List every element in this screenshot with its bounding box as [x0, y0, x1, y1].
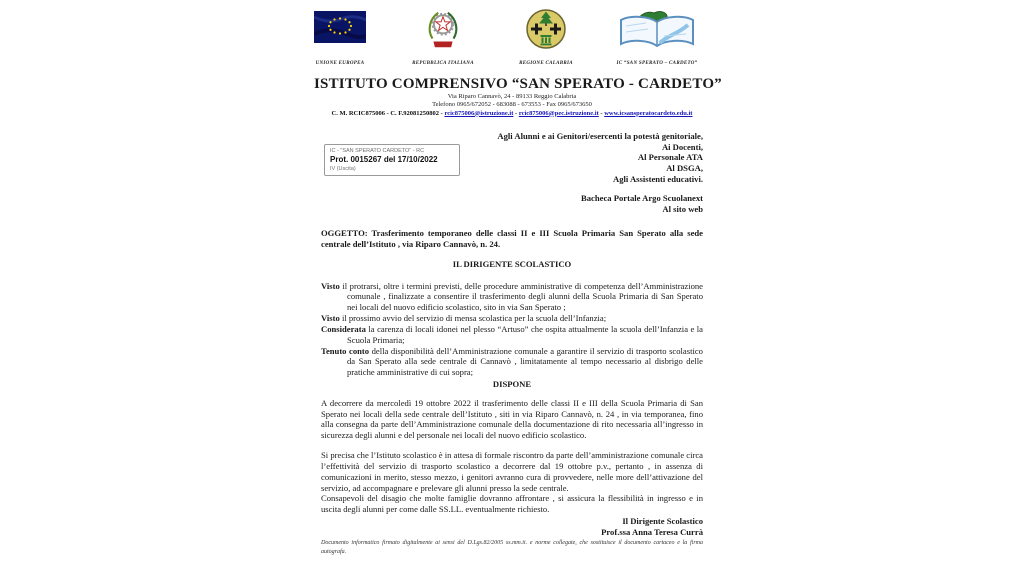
eu-flag-caption: UNIONE EUROPEA	[315, 61, 365, 66]
link-separator: -	[513, 109, 519, 117]
link-separator: -	[598, 109, 605, 117]
premise-paragraph	[321, 313, 703, 324]
institute-address: Via Riparo Cannavò, 24 - 89133 Reggio Calabria	[447, 92, 577, 100]
premise-paragraph	[321, 346, 703, 378]
official-document	[314, 0, 722, 556]
premise-text: il prossimo avvio del servizio di mensa scolastica per la scuola dell’Infanzia;	[341, 313, 607, 324]
document-body	[314, 228, 710, 556]
italian-republic-caption: REPUBBLICA ITALIANA	[412, 61, 474, 66]
eu-flag-icon	[314, 11, 366, 43]
recipient-line: Al Personale ATA	[637, 152, 703, 163]
recipient-line: Agli Assistenti educativi.	[613, 173, 703, 184]
italian-republic-emblem-icon	[426, 8, 460, 52]
regione-calabria-caption: REGIONE CALABRIA	[519, 61, 573, 66]
regione-calabria-emblem-icon	[526, 8, 566, 50]
digital-signature-note: Documento informatico firmato digitalmente ai sensi del D.Lgs.82/2005 ss.mm.ii. e norme collegate, che sostituisce il documento cartaceo e la firma autografa.	[321, 540, 703, 555]
premises-section	[321, 281, 703, 378]
premise-text: della disponibilità dell’Amministrazione comunale a garantire il servizio di trasporto scolastico da San Sperato alla sede centrale di Cannavò , limitatamente al tempo necessario al disbrigo delle pratiche amministrative di cui sopra;	[347, 345, 703, 378]
dispone-heading: DISPONE	[492, 379, 532, 389]
codes-prefix: C. M. RCIC875006 - C. F.92081250802 -	[331, 109, 445, 117]
protocol-and-recipients	[314, 131, 710, 215]
pec-email-link[interactable]: rcic875006@pec.istruzione.it	[518, 109, 599, 117]
premise-lead: Tenuto conto	[321, 345, 370, 356]
stamp-category: IV (Uscita)	[330, 165, 356, 172]
stamp-protocol-number: Prot. 0015267 del 17/10/2022	[330, 155, 438, 165]
premise-paragraph	[321, 281, 703, 313]
body-paragraph: A decorrere da mercoledì 19 ottobre 2022 il trasferimento delle classi II e III della Scuola Primaria di San Sperato nei locali della sede centrale dell’Istituto , siti in via Riparo Cannavò, n. 24 , in via temporanea, fino alla consegna da parte dell’Amministrazione comunale della documentazione di rito necessaria all’ingresso in sicurezza degli alunni e del personale nei locali del nuovo edificio scolastico.	[321, 397, 703, 441]
school-open-book-icon	[616, 8, 698, 52]
logo-ic-school	[595, 8, 719, 66]
signature-name: Prof.ssa Anna Teresa Currà	[601, 526, 703, 537]
website-link[interactable]: www.icsansperatocardeto.edu.it	[604, 109, 693, 117]
role-heading: IL DIRIGENTE SCOLASTICO	[452, 258, 572, 269]
header-logos	[314, 8, 710, 68]
logo-italian-republic	[398, 8, 488, 66]
recipient-line: Ai Docenti,	[661, 141, 703, 152]
subject-line: OGGETTO: Trasferimento temporaneo delle classi II e III Scuola Primaria San Sperato alla sede centrale dell’Istituto , via Riparo Cannavò, n. 24.	[321, 228, 703, 249]
logo-eu	[294, 8, 386, 66]
publication-line: Al sito web	[662, 204, 703, 214]
institute-phone: Telefono 0965/672052 - 683088 - 673553 - Fax 0965/673650	[432, 101, 592, 109]
recipient-line: Agli Alunni e ai Genitori/esercenti la potestà genitoriale,	[497, 131, 703, 142]
premise-text: la carenza di locali idonei nel plesso “Artuso” che ospita attualmente la scuola dell’Infanzia e la Scuola Primaria;	[347, 323, 703, 345]
institute-title: ISTITUTO COMPRENSIVO “SAN SPERATO - CARDETO”	[314, 76, 722, 92]
email-link[interactable]: rcic875006@istruzione.it	[444, 109, 514, 117]
body-paragraph: Si precisa che l’Istituto scolastico è in attesa di formale riscontro da parte dell’amministrazione comunale circa l’effettività del servizio di trasporto scolastico a decorrere dal 19 ottobre p.v., pertanto , in assenza di comunicazioni in merito, stesso mezzo, i genitori avranno cura di provvedere, nelle more dell’attivazione del servizio, ad accompagnare e prelevare gli alunni presso la sede centrale.	[321, 450, 703, 493]
publication-targets	[321, 193, 703, 214]
premise-text: il protrarsi, oltre i termini previsti, delle procedure amministrative di competenza dell’Amministrazione comunale , finalizzate a consentire il trasferimento degli alunni della Scuola Primaria di San Sperato nei locali del nuovo edificio scolastico, sito in via San Sperato ;	[342, 280, 703, 313]
logo-regione-calabria	[501, 8, 591, 66]
signature-block	[321, 516, 703, 537]
ic-school-caption: IC “SAN SPERATO – CARDETO”	[616, 61, 698, 66]
stamp-institute-line: IC - "SAN SPERATO CARDETO" - RC	[330, 148, 425, 155]
body-paragraph: Consapevoli del disagio che molte famiglie dovranno affrontare , si assicura la flessibilità in ingresso e in uscita degli alunni per come dalle SS.LL. eventualmente richiesto.	[321, 493, 703, 515]
institute-codes-line	[314, 110, 710, 118]
recipient-line: Al DSGA,	[666, 163, 703, 174]
signature-role: Il Dirigente Scolastico	[622, 516, 703, 527]
publication-line: Bacheca Portale Argo Scuolanext	[581, 193, 703, 204]
premise-paragraph	[321, 324, 703, 346]
premise-lead: Visto	[321, 313, 340, 324]
protocol-stamp	[324, 144, 460, 176]
premise-lead: Visto	[321, 280, 340, 291]
premise-lead: Considerata	[321, 323, 366, 334]
